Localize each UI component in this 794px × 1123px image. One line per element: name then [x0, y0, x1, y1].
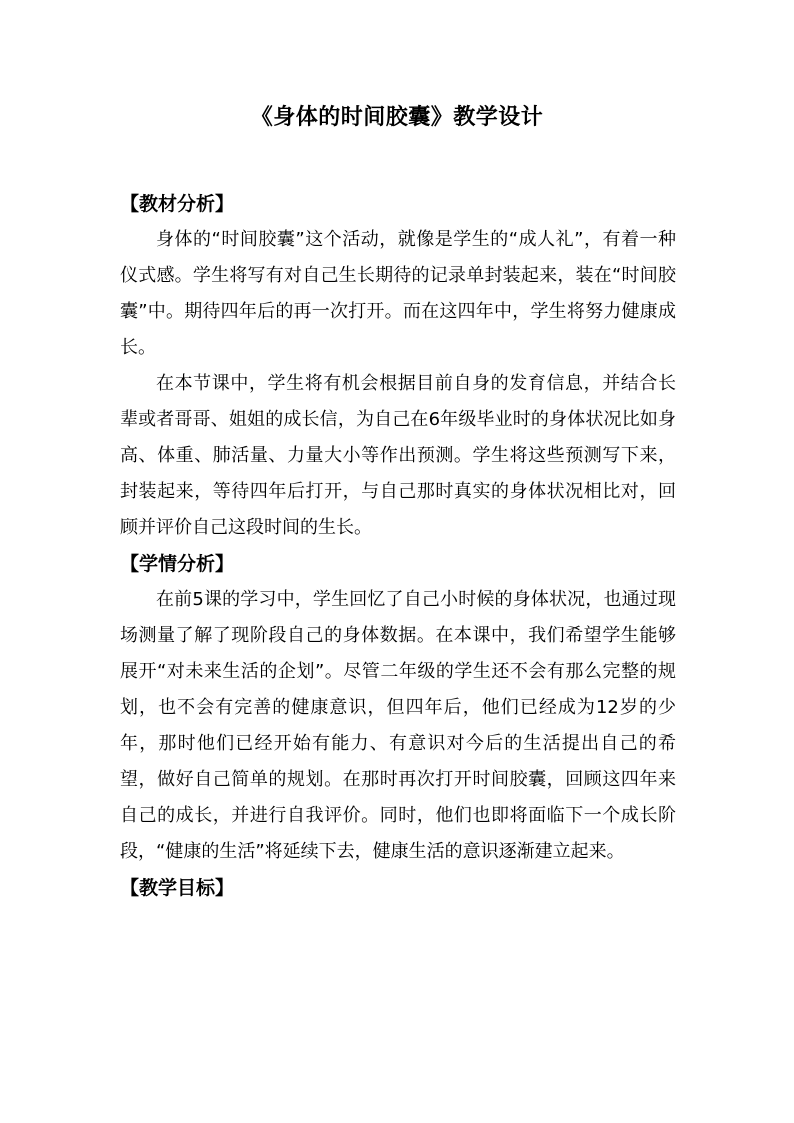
- paragraph: 在本节课中，学生将有机会根据目前自身的发育信息，并结合长辈或者哥哥、姐姐的成长信，为自己在6年级毕业时的身体状况比如身高、体重、肺活量、力量大小等作出预测。学生将这些预测写下来，封装起来，等待四年后打开，与自己那时真实的身体状况相比对，回顾并评价自己这段时间的生长。: [120, 373, 676, 538]
- section-heading: 【教学目标】: [120, 877, 235, 899]
- paragraph: 在前5课的学习中，学生回忆了自己小时候的身体状况，也通过现场测量了解了现阶段自己的身体数据。在本课中，我们希望学生能够展开“对未来生活的企划”。尽管二年级的学生还不会有那么完整的规划，也不会有完善的健康意识，但四年后，他们已经成为12岁的少年，那时他们已经开始有能力、有意识对今后的生活提出自己的希望，做好自己简单的规划。在那时再次打开时间胶囊，回顾这四年来自己的成长，并进行自我评价。同时，他们也即将面临下一个成长阶段，“健康的生活”将延续下去，健康生活的意识逐渐建立起来。: [120, 589, 676, 862]
- body-text: [120, 186, 676, 906]
- section-heading: 【教材分析】: [120, 193, 235, 215]
- section-teaching-objectives: [120, 870, 676, 906]
- section-material-analysis: [120, 186, 676, 546]
- section-heading: 【学情分析】: [120, 553, 235, 575]
- document-title: 《身体的时间胶囊》教学设计: [250, 105, 544, 130]
- paragraph: 身体的“时间胶囊”这个活动，就像是学生的“成人礼”，有着一种仪式感。学生将写有对自己生长期待的记录单封装起来，装在“时间胶囊”中。期待四年后的再一次打开。而在这四年中，学生将努力健康成长。: [120, 229, 676, 358]
- section-learner-analysis: [120, 546, 676, 870]
